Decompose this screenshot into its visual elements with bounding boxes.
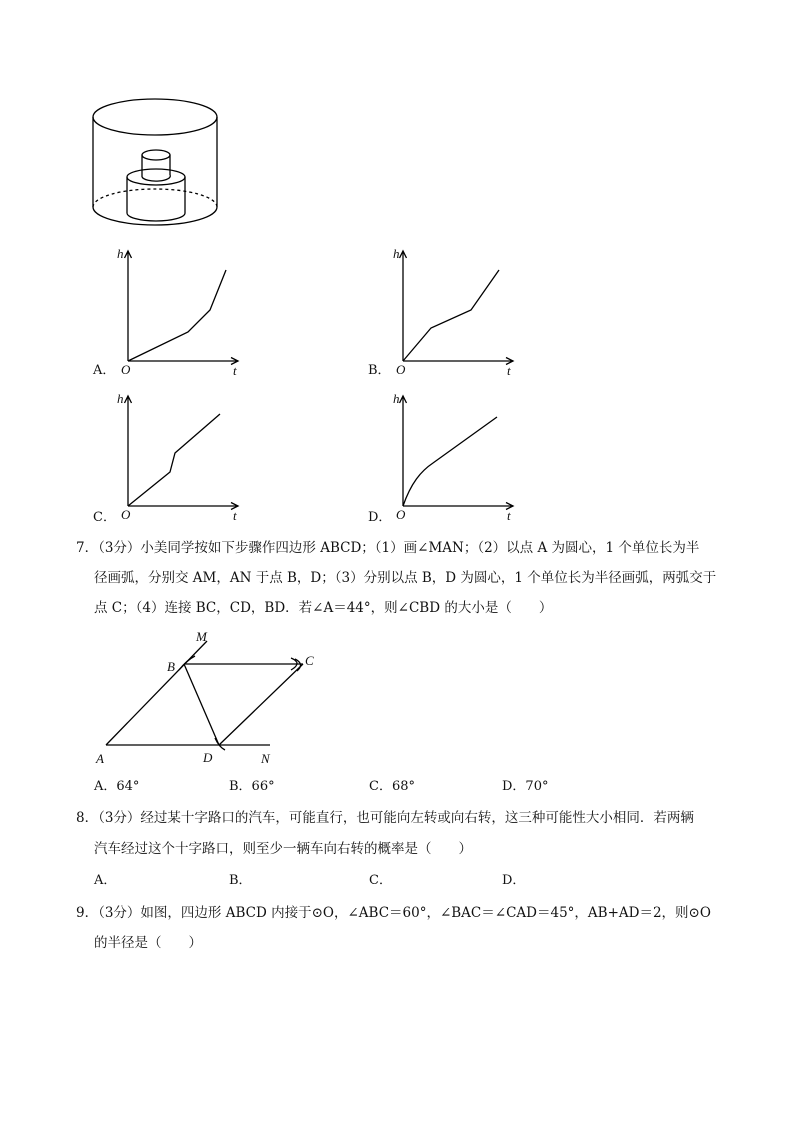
- q8-option-c: C．: [369, 873, 392, 888]
- q7-text-line-3: 点 C；（4）连接 BC，CD，BD．若∠A＝44°，则∠CBD 的大小是（ ）: [94, 600, 553, 616]
- graph-c-origin-label: O: [121, 507, 131, 522]
- graph-a-t-label: t: [233, 363, 237, 378]
- q7-option-b: B．66°: [229, 779, 275, 794]
- q7-label-m: M: [196, 629, 207, 644]
- q7-option-d: D．70°: [502, 779, 549, 794]
- graph-d-t-label: t: [507, 508, 511, 523]
- graph-c-h-label: h: [117, 391, 124, 406]
- q7-option-a: A．64°: [94, 779, 140, 794]
- graph-a: [120, 250, 250, 365]
- graph-d-origin-label: O: [396, 507, 406, 522]
- q8-option-a: A．: [94, 873, 117, 888]
- q7-label-n: N: [261, 751, 270, 766]
- q7-text-line-2: 径画弧，分别交 AM，AN 于点 B，D；（3）分别以点 B，D 为圆心，1 个单位长为半径画弧，两弧交于: [94, 570, 717, 586]
- option-a-label: A．: [93, 363, 116, 378]
- graph-d: [395, 395, 525, 510]
- q9-text-line-1: 9．（3分）如图，四边形 ABCD 内接于⊙O，∠ABC＝60°，∠BAC＝∠CAD＝45°，AB+AD＝2，则⊙O: [76, 905, 711, 921]
- cylinder-container-figure: [90, 95, 225, 235]
- q8-option-b: B．: [229, 873, 252, 888]
- q7-label-a: A: [96, 751, 104, 766]
- graph-d-h-label: h: [393, 391, 400, 406]
- option-d-label: D．: [368, 510, 392, 525]
- q7-text-line-1: 7．（3分）小美同学按如下步骤作四边形 ABCD；（1）画∠MAN；（2）以点 A 为圆心，1 个单位长为半: [76, 540, 700, 556]
- graph-b-origin-label: O: [396, 362, 406, 377]
- q7-rhombus-figure: [95, 630, 325, 770]
- option-b-label: B．: [368, 363, 391, 378]
- graph-b-h-label: h: [393, 246, 400, 261]
- graph-c-t-label: t: [233, 508, 237, 523]
- q8-text-line-2: 汽车经过这个十字路口，则至少一辆车向右转的概率是（ ）: [94, 841, 472, 857]
- graph-a-origin-label: O: [121, 362, 131, 377]
- option-c-label: C．: [93, 510, 116, 525]
- graph-b: [395, 250, 525, 365]
- q9-text-line-2: 的半径是（ ）: [94, 935, 202, 951]
- q7-label-d: D: [203, 750, 213, 765]
- q8-text-line-1: 8．（3分）经过某十字路口的汽车，可能直行，也可能向左转或向右转，这三种可能性大小相同．若两辆: [76, 810, 694, 826]
- q7-label-c: C: [305, 653, 314, 668]
- graph-c: [120, 395, 250, 510]
- graph-a-h-label: h: [117, 246, 124, 261]
- q8-option-d: D．: [502, 873, 526, 888]
- q7-option-c: C．68°: [369, 779, 415, 794]
- graph-b-t-label: t: [507, 363, 511, 378]
- q7-label-b: B: [167, 659, 175, 674]
